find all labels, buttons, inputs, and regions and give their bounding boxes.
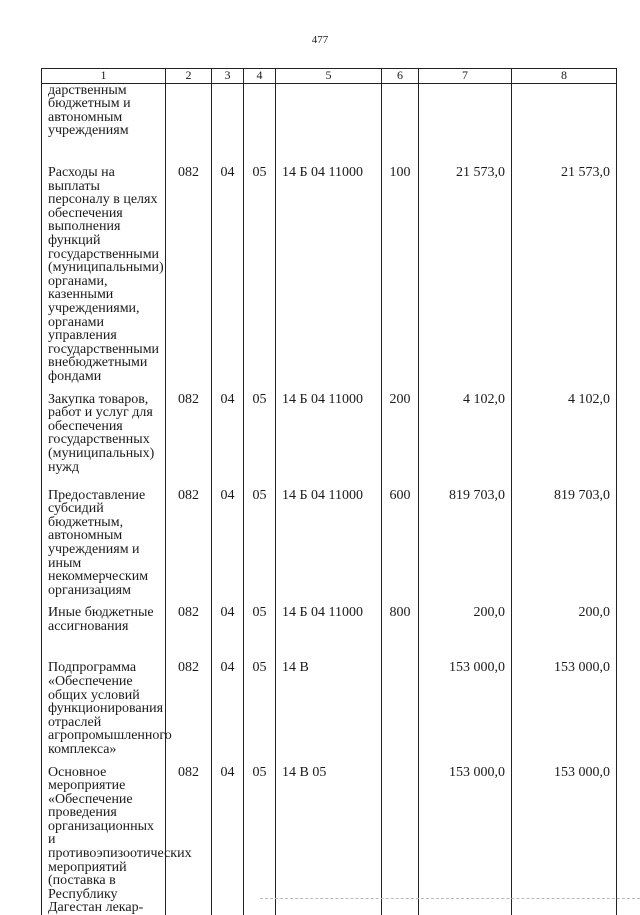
cell-c3: 04: [212, 157, 243, 180]
column-header: 3: [212, 69, 244, 84]
row-name: дарственным бюджетным и автономным учреждениям: [48, 84, 163, 138]
table-row: [42, 480, 617, 598]
row-name: Основное мероприятие «Обеспечение проведения организационных и противоэпизоотических мероприятий (поставка в Республику Дагестан лекар-: [48, 757, 163, 915]
cell-c2: 082: [166, 652, 211, 675]
cell-c6: 800: [382, 597, 418, 620]
cell-c5: 14 Б 04 11000: [282, 384, 381, 407]
column-header: 2: [166, 69, 212, 84]
cell-c8: 819 703,0: [512, 480, 610, 503]
cell-c8: 21 573,0: [512, 157, 610, 180]
cell-c3: 04: [212, 480, 243, 503]
column-header: 8: [512, 69, 617, 84]
cell-c4: 05: [244, 652, 275, 675]
cell-c7: 153 000,0: [419, 757, 505, 780]
cell-c4: 05: [244, 597, 275, 620]
cell-c3: 04: [212, 597, 243, 620]
cell-c5: 14 Б 04 11000: [282, 157, 381, 180]
cell-c5: 14 В 05: [282, 757, 381, 780]
row-name: Расходы на выплаты персоналу в целях обеспечения выполнения функций государственными (муниципальными) органами, казенными учреждениями, органами управления государственными внебюджетными фондами: [48, 157, 163, 384]
cell-c7: 819 703,0: [419, 480, 505, 503]
bottom-scan-rule: [260, 898, 640, 899]
column-header: 6: [382, 69, 419, 84]
cell-c4: 05: [244, 757, 275, 780]
cell-c6: [382, 757, 418, 766]
table-row: [42, 757, 617, 915]
cell-c2: 082: [166, 757, 211, 780]
cell-c8: 153 000,0: [512, 757, 610, 780]
column-header: 4: [244, 69, 276, 84]
cell-c2: 082: [166, 480, 211, 503]
budget-table: [41, 68, 617, 915]
cell-c6: 600: [382, 480, 418, 503]
cell-c2: 082: [166, 384, 211, 407]
cell-c2: 082: [166, 157, 211, 180]
cell-c2: 082: [166, 597, 211, 620]
cell-c4: 05: [244, 480, 275, 503]
table-row: [42, 83, 617, 157]
row-name: Закупка товаров, работ и услуг для обеспечения государственных (муниципальных) нужд: [48, 384, 163, 475]
cell-c7: 153 000,0: [419, 652, 505, 675]
table-row: [42, 384, 617, 480]
cell-c8: 153 000,0: [512, 652, 610, 675]
cell-c6: [382, 652, 418, 661]
cell-c7: 21 573,0: [419, 157, 505, 180]
cell-c7: 200,0: [419, 597, 505, 620]
cell-c6: 200: [382, 384, 418, 407]
header-row: [42, 69, 617, 84]
table-row: [42, 597, 617, 652]
table-row: [42, 652, 617, 756]
table-row: [42, 157, 617, 384]
row-name: Иные бюджетные ассигнования: [48, 597, 163, 633]
cell-c8: 200,0: [512, 597, 610, 620]
cell-c4: 05: [244, 384, 275, 407]
column-header: 1: [42, 69, 166, 84]
cell-c7: 4 102,0: [419, 384, 505, 407]
cell-c3: 04: [212, 652, 243, 675]
cell-c3: 04: [212, 757, 243, 780]
cell-c5: 14 Б 04 11000: [282, 480, 381, 503]
column-header: 5: [276, 69, 382, 84]
column-header: 7: [419, 69, 512, 84]
cell-c5: 14 Б 04 11000: [282, 597, 381, 620]
cell-c4: 05: [244, 157, 275, 180]
cell-c6: 100: [382, 157, 418, 180]
page-number: 477: [0, 34, 640, 46]
cell-c8: 4 102,0: [512, 384, 610, 407]
cell-c3: 04: [212, 384, 243, 407]
row-name: Подпрограмма «Обеспечение общих условий функционирования отраслей агропромышленного комплекса»: [48, 652, 163, 756]
row-name: Предоставление субсидий бюджетным, автономным учреждениям и иным некоммерческим организациям: [48, 480, 163, 598]
cell-c5: 14 В: [282, 652, 381, 675]
